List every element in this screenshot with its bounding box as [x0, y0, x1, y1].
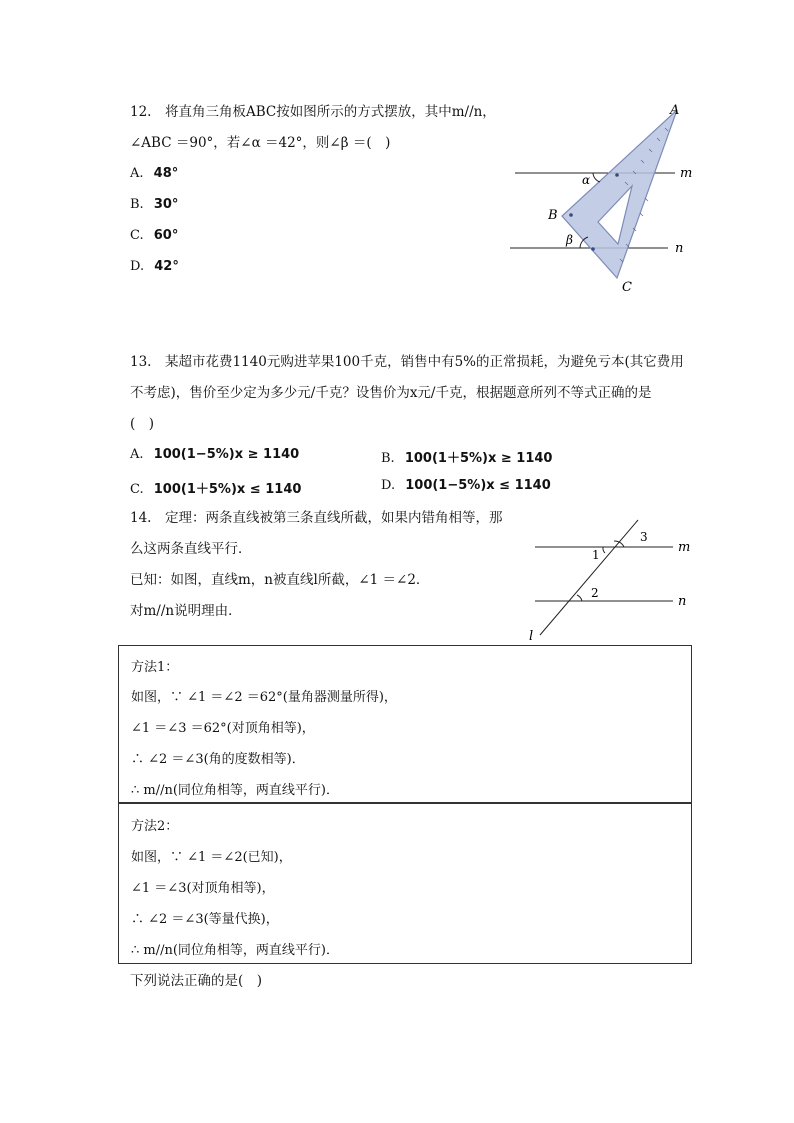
q13-option-b [381, 447, 552, 466]
q12-stem-line2: ∠ABC ＝90°，若∠α ＝42°，则∠β ＝( ) [130, 135, 391, 151]
point-dot [615, 173, 619, 177]
q13-stem-line1: 13. 某超市花费1140元购进苹果100千克，销售中有5%的正常损耗，为避免亏本(其它费用 [130, 354, 684, 370]
label-m: m [680, 166, 693, 181]
q14-stem-line1: 14. 定理：两条直线被第三条直线所截，如果内错角相等，那 [130, 510, 503, 526]
label-m: m [678, 540, 691, 555]
q12-figure [505, 98, 705, 298]
q12-option-d [130, 259, 179, 274]
point-dot [591, 247, 595, 251]
label-b: B [548, 208, 558, 223]
option-text: 60° [153, 228, 179, 243]
label-1: 1 [592, 548, 600, 562]
option-text: 48° [153, 166, 179, 181]
method2-box [118, 802, 692, 964]
method1-line: 如图，∵ ∠1 ＝∠2 ＝62°(量角器测量所得)， [131, 690, 397, 705]
method2-line: 方法2： [131, 819, 179, 834]
method2-line: 如图，∵ ∠1 ＝∠2(已知)， [131, 850, 292, 865]
label-beta: β [566, 233, 573, 247]
q13-stem-line2: 不考虑)，售价至少定为多少元/千克？设售价为x元/千克，根据题意所列不等式正确的是 [130, 385, 652, 401]
label-n: n [675, 241, 684, 256]
q12-option-a [130, 166, 178, 181]
angle-2-arc [577, 595, 582, 601]
angle-1-arc [603, 547, 605, 553]
method2-line: ∠1 ＝∠3(对顶角相等)， [131, 881, 275, 896]
option-text: 100(1−5%)x ≤ 1140 [405, 478, 551, 493]
option-letter: A. [130, 166, 144, 181]
label-3: 3 [640, 530, 648, 544]
option-letter: C. [130, 482, 144, 497]
q12-option-b [130, 197, 178, 212]
label-2: 2 [591, 586, 599, 600]
q14-stem-line3: 已知：如图，直线m，n被直线l所截，∠1 ＝∠2． [130, 572, 430, 588]
method2-line: ∴ ∠2 ＝∠3(等量代换)， [131, 912, 279, 927]
option-letter: A. [130, 447, 144, 462]
set-square [562, 110, 677, 278]
angle-alpha-arc [593, 173, 600, 182]
line-l [540, 520, 638, 635]
method1-line: ∠1 ＝∠3 ＝62°(对顶角相等)， [131, 721, 315, 736]
q13-option-d [381, 478, 551, 493]
q12-stem-line1: 12. 将直角三角板ABC按如图所示的方式摆放，其中m//n， [130, 104, 496, 120]
q14-stem-line2: 么这两条直线平行． [130, 541, 252, 557]
q14-figure [525, 510, 705, 645]
option-text: 100(1−5%)x ≥ 1140 [153, 447, 300, 462]
q13-stem-line3: ( ) [130, 416, 155, 432]
method2-line: ∴ m//n(同位角相等，两直线平行)． [131, 943, 340, 958]
option-letter: C. [130, 228, 144, 243]
option-letter: B. [130, 197, 144, 212]
label-l: l [529, 629, 534, 644]
method1-box [118, 645, 692, 804]
label-a: A [670, 103, 680, 118]
label-n: n [678, 594, 687, 609]
q13-option-c [130, 478, 301, 497]
option-text: 42° [154, 259, 179, 274]
method1-line: 方法1： [131, 660, 179, 675]
option-letter: D. [381, 478, 396, 493]
point-dot [569, 213, 573, 217]
option-letter: B. [381, 451, 395, 466]
option-text: 30° [153, 197, 179, 212]
q14-footer: 下列说法正确的是( ) [130, 973, 263, 989]
q14-stem-line4: 对m//n说明理由． [130, 603, 242, 619]
q12-option-c [130, 228, 178, 243]
option-text: 100(1＋5%)x ≥ 1140 [404, 451, 553, 466]
q13-option-a [130, 447, 299, 462]
method1-line: ∴ m//n(同位角相等，两直线平行)． [131, 783, 340, 798]
label-c: C [622, 280, 632, 295]
option-letter: D. [130, 259, 145, 274]
method1-line: ∴ ∠2 ＝∠3(角的度数相等)． [131, 752, 305, 767]
label-alpha: α [582, 173, 591, 187]
option-text: 100(1＋5%)x ≤ 1140 [153, 482, 302, 497]
